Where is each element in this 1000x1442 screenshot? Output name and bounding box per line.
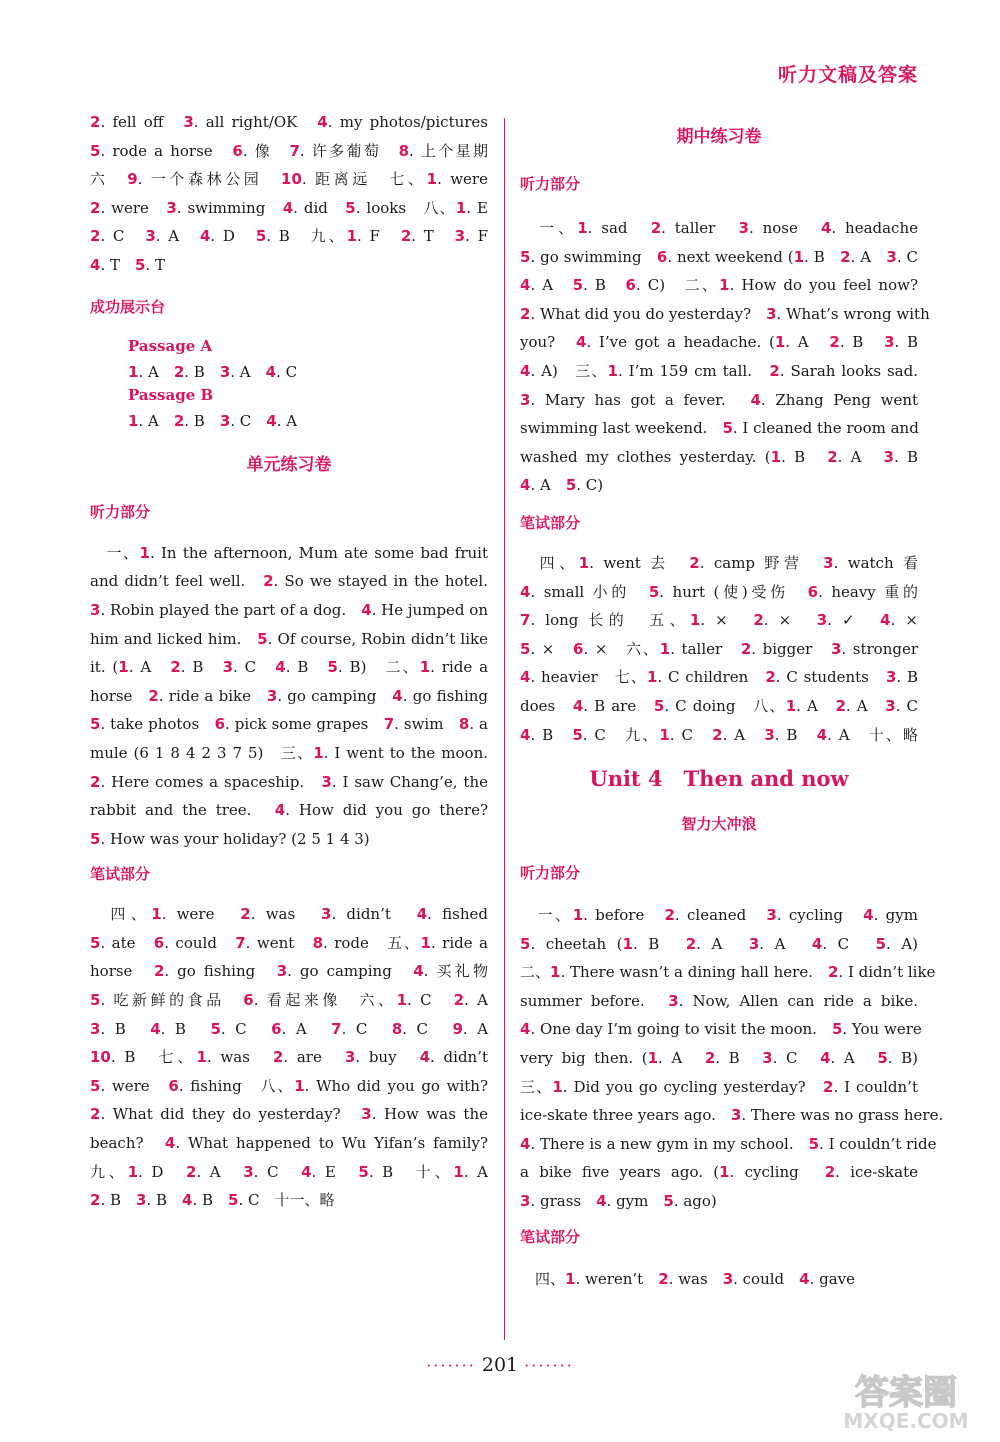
answer-line: 5. How was your holiday? (2 5 1 4 3) [90, 829, 370, 848]
passage-a-answers: 1. A 2. B 3. A 4. C [128, 362, 298, 381]
passage-b-label: Passage B [128, 386, 214, 405]
answer-line: 2. Here comes a spaceship. 3. I saw Chang’e, the [90, 772, 488, 791]
answers-block-1 [90, 108, 488, 251]
section-success-showcase: 成功展示台 [90, 297, 166, 316]
answer-line: 5. rode a horse 6. 像 7. 许多葡萄 8. 上个星期 [90, 141, 488, 160]
answer-line: and didn’t feel well. 2. So we stayed in the hotel. [90, 572, 488, 591]
answer-line: 4. A) 三、1. I’m 159 cm tall. 2. Sarah looks sad. [520, 361, 918, 380]
answer-line: 5. go swimming 6. next weekend (1. B 2. A 3. C [520, 247, 919, 266]
answer-line: 5. 吃新鲜的食品 6. 看起来像 六、1. C 2. A [90, 991, 488, 1010]
answer-line: a bike five years ago. (1. cycling 2. ice-skate [520, 1163, 918, 1182]
answer-line: rabbit and the tree. 4. How did you go there? [90, 801, 488, 820]
page-dots-left: ······· [426, 1356, 476, 1375]
left-column [90, 108, 488, 1215]
listening-section-label: 听力部分 [90, 502, 151, 521]
answer-line: 3. grass 4. gym 5. ago) [520, 1192, 717, 1211]
answer-line: 4. One day I’m going to visit the moon. 5. You were [520, 1020, 922, 1039]
answer-line: 四、1. weren’t 2. was 3. could 4. gave [520, 1269, 856, 1288]
answer-line: 5. × 6. × 六、1. taller 2. bigger 3. stronger [520, 639, 919, 658]
answer-line: 2. C 3. A 4. D 5. B 九、1. F 2. T 3. F [90, 227, 489, 246]
answer-line: 3. Robin played the part of a dog. 4. He jumped on [90, 600, 488, 619]
answer-line: 4. heavier 七、1. C children 2. C students 3. B [520, 668, 918, 687]
answer-line: very big then. (1. A 2. B 3. C 4. A 5. B) [520, 1049, 918, 1068]
answer-line: 7. long 长的 五、1. × 2. × 3. ✓ 4. × [520, 611, 918, 630]
page-dots-right: ······· [524, 1356, 574, 1375]
answer-line: washed my clothes yesterday. (1. B 2. A 3. B [520, 447, 919, 466]
answer-line: 4. small 小的 5. hurt (使)受伤 6. heavy 重的 [520, 582, 918, 601]
answer-line: 三、1. Did you go cycling yesterday? 2. I couldn’t [520, 1077, 918, 1096]
answer-line: horse 2. go fishing 3. go camping 4. 买礼物 [90, 962, 488, 981]
answers-block-3 [90, 900, 488, 1186]
unit-exam-title: 单元练习卷 [246, 454, 332, 475]
answers-block-2 [90, 539, 488, 825]
answer-line: 一、1. before 2. cleaned 3. cycling 4. gym [520, 906, 918, 925]
answers-block-3 [520, 901, 944, 1187]
header-title: 听力文稿及答案 [777, 64, 918, 86]
answer-line: you? 4. I’ve got a headache. (1. A 2. B 3. B [520, 333, 918, 352]
midterm-exam-title: 期中练习卷 [676, 127, 762, 147]
watermark-logo [826, 1364, 986, 1434]
answer-line: 5. ate 6. could 7. went 8. rode 五、1. ride a [90, 933, 488, 952]
answer-line: 一、1. sad 2. taller 3. nose 4. headache [520, 219, 918, 237]
answer-line: 2. What did you do yesterday? 3. What’s wrong with [520, 304, 930, 323]
listening-section-label: 听力部分 [520, 864, 581, 883]
unit-4-title: Unit 4 Then and now [589, 766, 849, 792]
column-divider [504, 118, 505, 1340]
answer-line: 四、1. went 去 2. camp 野营 3. watch 看 [520, 553, 918, 572]
right-column [520, 108, 944, 1293]
answer-line: 一、1. In the afternoon, Mum ate some bad fruit [90, 543, 488, 562]
page-number-text: 201 [481, 1354, 519, 1376]
answer-line: 九、1. D 2. A 3. C 4. E 5. B 十、1. A [90, 1162, 488, 1181]
brain-challenge-title: 智力大冲浪 [681, 815, 757, 834]
answer-line: does 4. B are 5. C doing 八、1. A 2. A 3. C [520, 696, 918, 715]
answer-line: 4. A 5. B 6. C) 二、1. How do you feel now? [520, 276, 918, 295]
writing-section-label: 笔试部分 [520, 1227, 581, 1246]
answer-line: ice-skate three years ago. 3. There was no grass here. [520, 1106, 944, 1125]
answer-line: 4. B 5. C 九、1. C 2. A 3. B 4. A 十、略 [520, 725, 919, 744]
answer-line: 4. A 5. C) [520, 476, 604, 495]
answers-block-2 [520, 549, 918, 749]
answer-line: 5. take photos 6. pick some grapes 7. swim 8. a [90, 715, 488, 734]
answer-line: it. (1. A 2. B 3. C 4. B 5. B) 二、1. ride a [90, 658, 489, 677]
answer-line: 六 9. 一个森林公园 10. 距离远 七、1. were [90, 170, 488, 189]
writing-section-label: 笔试部分 [520, 513, 581, 532]
watermark-site: MXQE.COM [843, 1409, 969, 1433]
passage-b-answers: 1. A 2. B 3. C 4. A [128, 412, 298, 431]
answer-line: horse 2. ride a bike 3. go camping 4. go fishing [90, 686, 488, 705]
answer-line: summer before. 3. Now, Allen can ride a bike. [520, 991, 918, 1010]
answer-line: 2. B 3. B 4. B 5. C 十一、略 [90, 1191, 335, 1210]
answer-line: mule (6 1 8 4 2 3 7 5) 三、1. I went to the moon. [90, 743, 488, 762]
answer-line: 3. Mary has got a fever. 4. Zhang Peng went [520, 390, 919, 409]
answer-line: 2. What did they do yesterday? 3. How was the [90, 1105, 488, 1124]
answer-line: 5. cheetah (1. B 2. A 3. A 4. C 5. A) [520, 934, 918, 953]
answer-line: 10. B 七、1. was 2. are 3. buy 4. didn’t [90, 1048, 489, 1067]
answer-line: 四、1. were 2. was 3. didn’t 4. fished [90, 905, 488, 924]
answer-line: 4. T 5. T [90, 255, 165, 274]
answer-line: 5. were 6. fishing 八、1. Who did you go with? [90, 1076, 488, 1095]
answer-line: 2. were 3. swimming 4. did 5. looks 八、1. E [90, 198, 488, 217]
watermark-text: 答案圈 [855, 1373, 957, 1413]
answer-line: beach? 4. What happened to Wu Yifan’s family? [90, 1134, 488, 1153]
answer-line: 3. B 4. B 5. C 6. A 7. C 8. C 9. A [90, 1019, 489, 1038]
answer-line: him and licked him. 5. Of course, Robin didn’t like [90, 629, 488, 648]
answer-line: 4. There is a new gym in my school. 5. I couldn’t ride [520, 1134, 937, 1153]
answer-line: swimming last weekend. 5. I cleaned the room and [520, 419, 919, 438]
answer-line: 二、1. There wasn’t a dining hall here. 2. I didn’t like [520, 963, 936, 982]
passage-a-label: Passage A [128, 336, 213, 355]
answer-line: 2. fell off 3. all right/OK 4. my photos/pictures [90, 113, 489, 131]
listening-section-label: 听力部分 [520, 175, 581, 193]
answers-block-1 [520, 214, 930, 471]
writing-section-label: 笔试部分 [90, 865, 151, 884]
